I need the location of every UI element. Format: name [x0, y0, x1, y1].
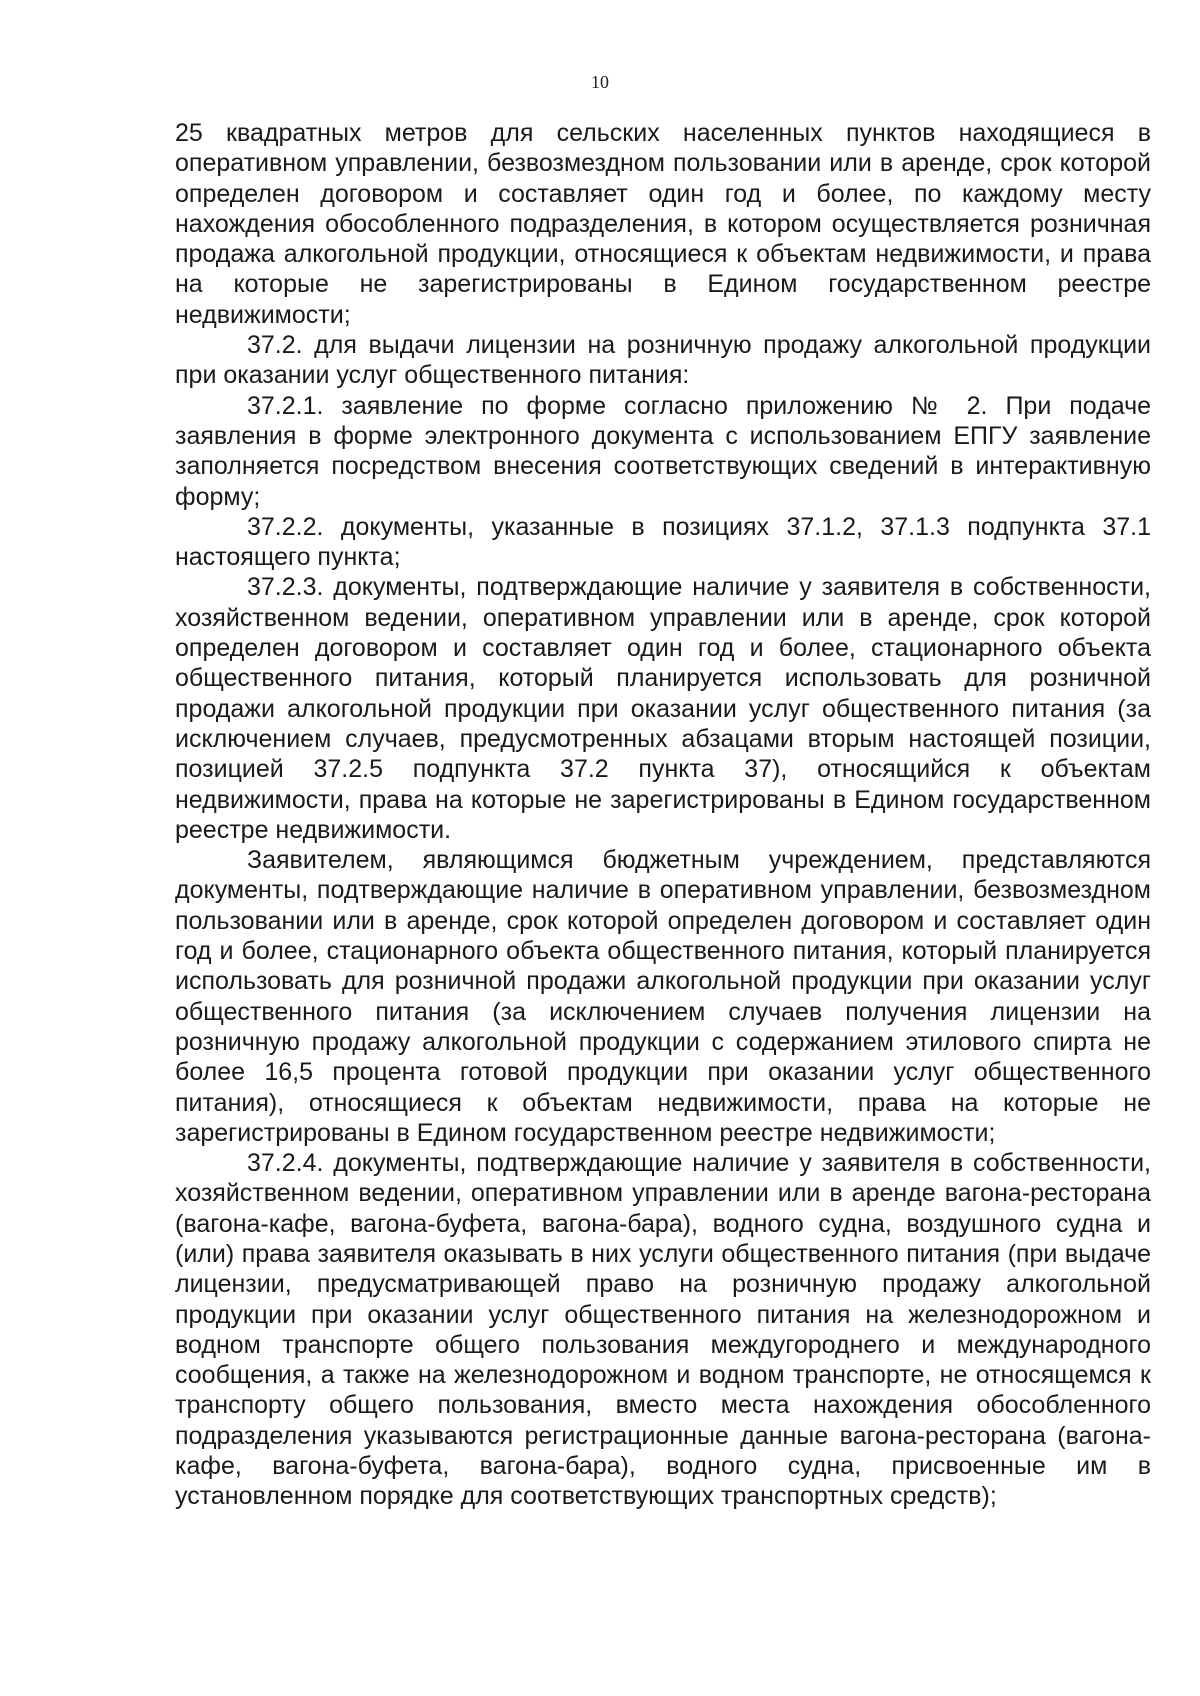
paragraph-37-2: 37.2. для выдачи лицензии на розничную продажу алкогольной продукции при оказании услуг общественного питания: [175, 331, 1151, 390]
paragraph-37-2-4: 37.2.4. документы, подтверждающие наличие у заявителя в собственности, хозяйственном ведении, оперативном управлении или в аренде вагона-ресторана (вагона-кафе, вагона-буфета, вагона-бара), водного судна, воздушного судна и (или) права заявителя оказывать в них услуги общественного питания (при выдаче лицензии, предусматривающей право на розничную продажу алкогольной продукции при оказании услуг общественного питания на железнодорожном и водном транспорте общего пользования междугороднего и международного сообщения, а также на железнодорожном и водном транспорте, не относящемся к транспорту общего пользования, вместо места нахождения обособленного подразделения указываются регистрационные данные вагона-ресторана (вагона-кафе, вагона-буфета, вагона-бара), водного судна, присвоенные им в установленном порядке для соответствующих транспортных средств); [175, 1149, 1151, 1511]
page-number: 10 [591, 72, 609, 92]
document-body [175, 118, 1151, 1512]
paragraph-37-2-1: 37.2.1. заявление по форме согласно приложению № 2. При подаче заявления в форме электронного документа с использованием ЕПГУ заявление заполняется посредством внесения соответствующих сведений в интерактивную форму; [175, 391, 1151, 511]
paragraph-37-2-3: 37.2.3. документы, подтверждающие наличие у заявителя в собственности, хозяйственном ведении, оперативном управлении или в аренде, срок которой определен договором и составляет один год и более, стационарного объекта общественного питания, который планируется использовать для розничной продажи алкогольной продукции при оказании услуг общественного питания (за исключением случаев, предусмотренных абзацами вторым настоящей позиции, позицией 37.2.5 подпункта 37.2 пункта 37), относящийся к объектам недвижимости, права на которые не зарегистрированы в Едином государственном реестре недвижимости. [175, 573, 1151, 844]
paragraph-37-2-2: 37.2.2. документы, указанные в позициях 37.1.2, 37.1.3 подпункта 37.1 настоящего пункта; [175, 512, 1151, 572]
paragraph-continuation: 25 квадратных метров для сельских населенных пунктов находящиеся в оперативном управлении, безвозмездном пользовании или в аренде, срок которой определен договором и составляет один год и более, по каждому месту нахождения обособленного подразделения, в котором осуществляется розничная продажа алкогольной продукции, относящиеся к объектам недвижимости, и права на которые не зарегистрированы в Едином государственном реестре недвижимости; [175, 119, 1151, 329]
paragraph-budget-institution: Заявителем, являющимся бюджетным учреждением, представляются документы, подтверждающие наличие в оперативном управлении, безвозмездном пользовании или в аренде, срок которой определен договором и составляет один год и более, стационарного объекта общественного питания, который планируется использовать для розничной продажи алкогольной продукции при оказании услуг общественного питания (за исключением случаев получения лицензии на розничную продажу алкогольной продукции с содержанием этилового спирта не более 16,5 процента готовой продукции при оказании услуг общественного питания), относящиеся к объектам недвижимости, права на которые не зарегистрированы в Едином государственном реестре недвижимости; [175, 846, 1151, 1147]
